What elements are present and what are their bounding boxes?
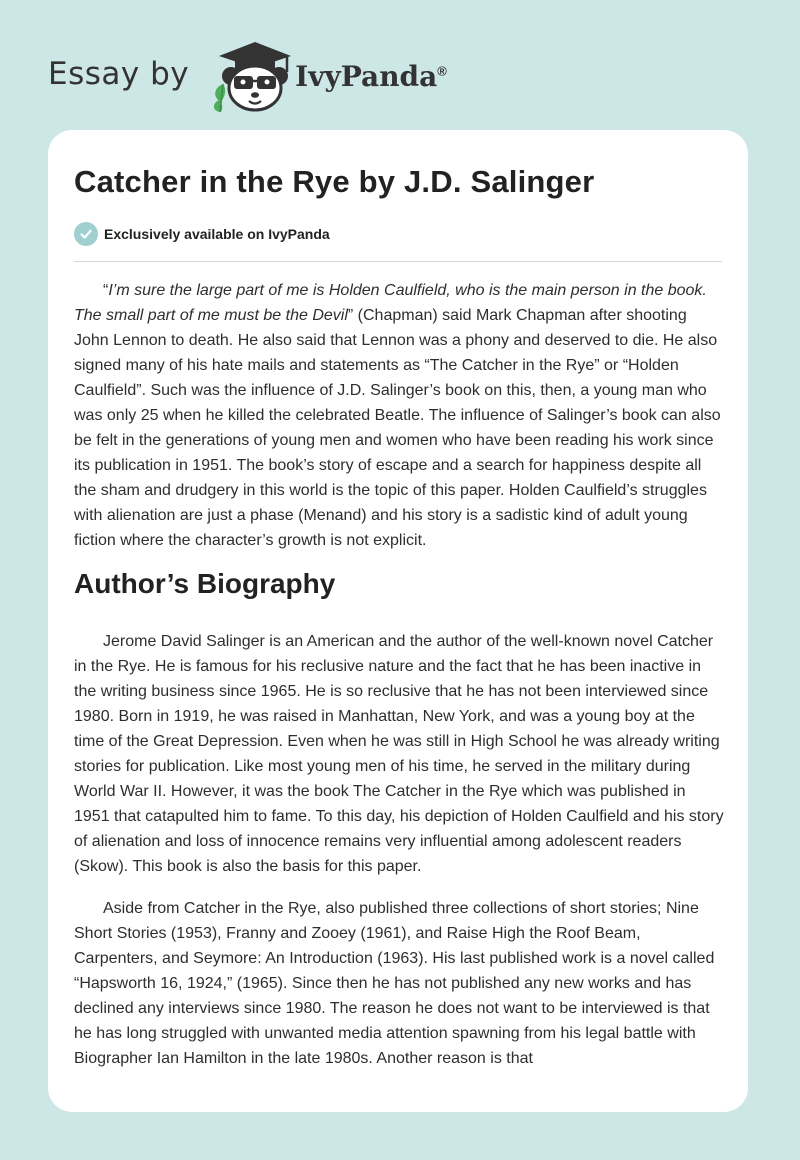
site-header (48, 36, 752, 112)
panda-logo-icon[interactable] (207, 36, 291, 112)
divider (74, 261, 722, 262)
check-icon (74, 222, 98, 246)
intro-text: ” (Chapman) said Mark Chapman after shooting John Lennon to death. He also said that Lennon was a phony and deserved to die. He also signed many of his hate mails and statements as “The Catcher in the Rye” or “Holden Caulfield”. Such was the influence of J.D. Salinger’s book on this, then, a young man who was only 25 when he killed the celebrated Beatle. The influence of Salinger’s book can also be felt in the generations of young men and women who have been reading his work since its publication in 1951. The book’s story of escape and a search for happiness despite all the sham and drudgery in this world is the topic of this paper. Holden Caulfield’s struggles with alienation are just a phase (Menand) and his story is a sadistic kind of adult young fiction where the character’s growth is not explicit. (74, 307, 721, 549)
open-quote: “ (103, 282, 109, 299)
biography-paragraph-1: Jerome David Salinger is an American and the author of the well-known novel Catcher in the Rye. He is famous for his reclusive nature and the fact that he has been inactive in the writing business since 1965. He is so reclusive that he has not been interviewed since 1980. Born in 1919, he was raised in Manhattan, New York, and was a young boy at the time of the Great Depression. Even when he was still in High School he was already writing stories for publication. Like most young men of his time, he served in the military during World War II. However, it was the book The Catcher in the Rye which was published in 1951 that catapulted him to fame. To this day, his depiction of Holden Caulfield and his story of alienation and loss of innocence remains very influential among adolescent readers (Skow). This book is also the basis for this paper. (74, 633, 724, 875)
exclusive-label: Exclusively available on IvyPanda (104, 226, 330, 242)
exclusive-badge (74, 222, 330, 246)
biography-paragraph-2: Aside from Catcher in the Rye, also published three collections of short stories; Nine Short Stories (1953), Franny and Zooey (1961), and Raise High the Roof Beam, Carpenters, and Seymore: An Introduction (1963). His last published work is a novel called “Hapsworth 16, 1924,” (1965). Since then he has not published any new works and has declined any interviews since 1980. The reason he does not want to be interviewed is that he has long struggled with unwanted media attention spawning from his legal battle with Biographer Ian Hamilton in the late 1980s. Another reason is that (74, 900, 715, 1067)
brand-name-text: IvyPanda (295, 59, 438, 93)
brand-name[interactable] (295, 60, 447, 93)
essay-by-label: Essay by (48, 56, 190, 92)
registered-mark: ® (437, 63, 447, 79)
intro-paragraph (74, 278, 724, 553)
essay-card (48, 130, 748, 1112)
chapman-quote: I’m sure the large part of me is Holden Caulfield, who is the main person in the book. The small part of me must be the Devil (74, 282, 707, 324)
section-heading-biography: Author’s Biography (74, 568, 336, 599)
page-title: Catcher in the Rye by J.D. Salinger (74, 164, 595, 199)
